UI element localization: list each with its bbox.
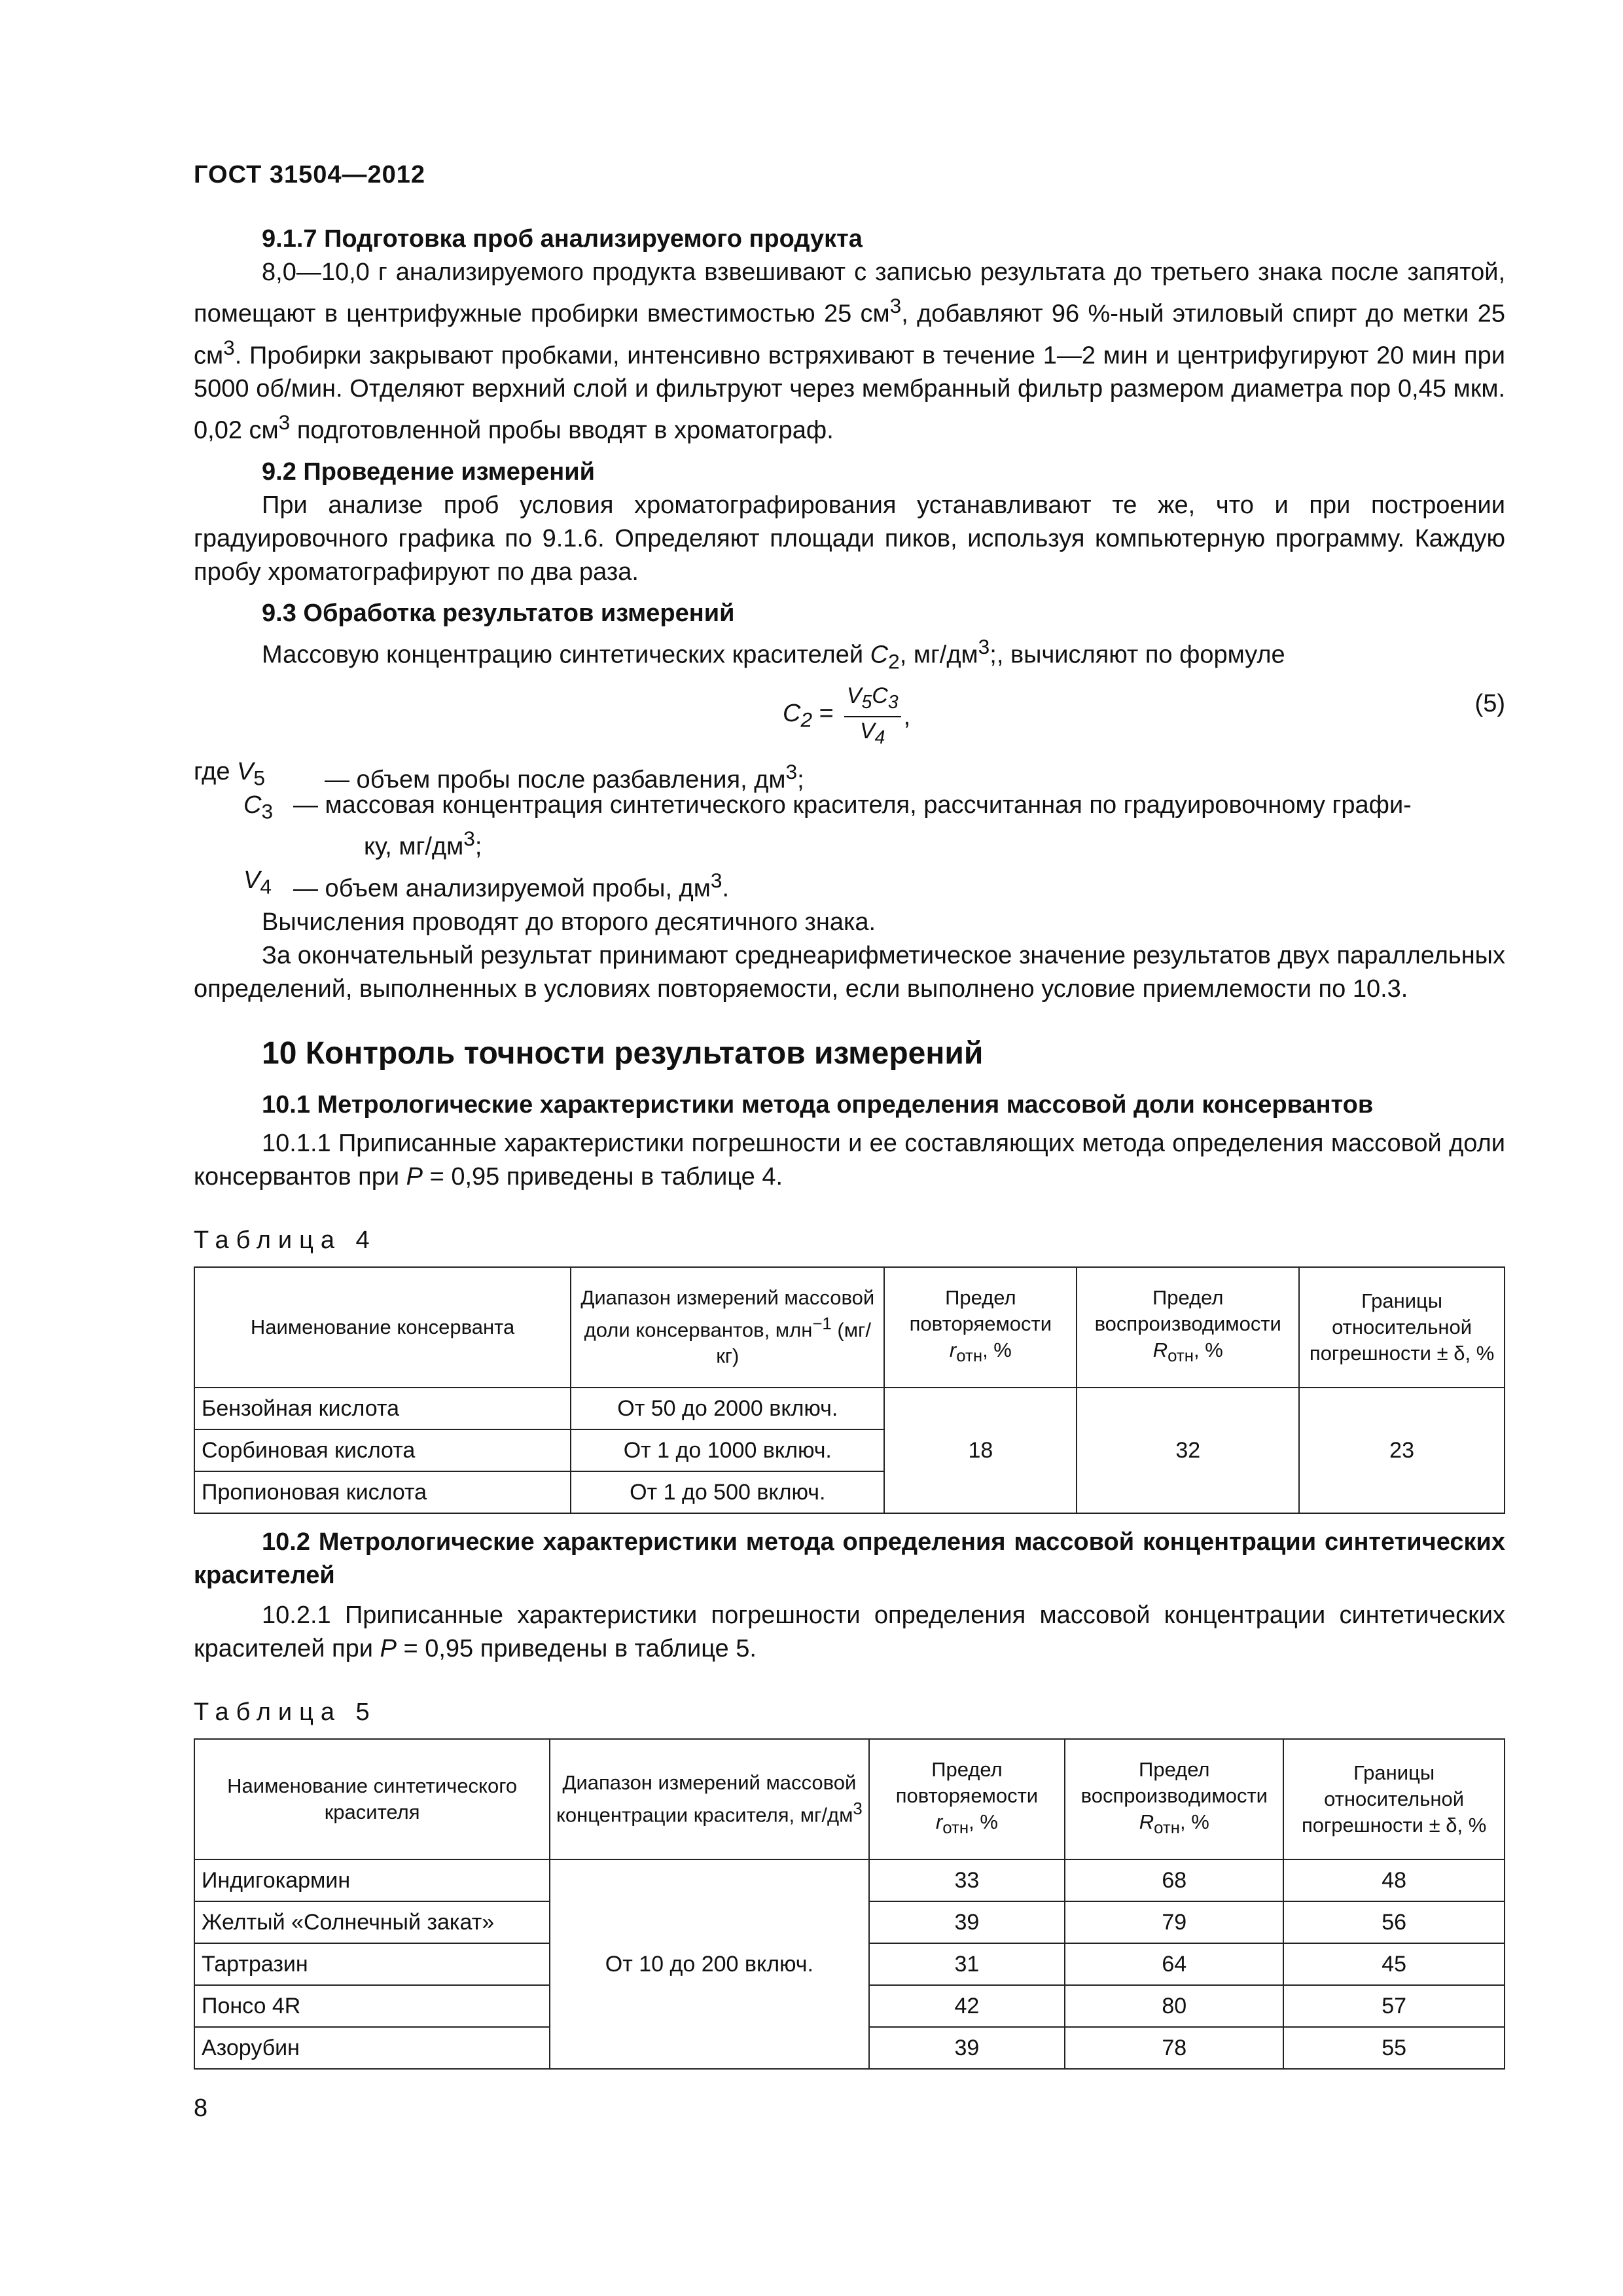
heading-9-2: 9.2 Проведение измерений: [262, 457, 595, 486]
formula-5: [194, 678, 1505, 755]
table-5-cell-name: Желтый «Солнечный закат»: [194, 1901, 550, 1943]
table-5-cell-delta: 55: [1283, 2027, 1505, 2069]
formula-number: (5): [1474, 690, 1505, 718]
table-5-header-error: Границы относительной погрешности ± δ, %: [1283, 1739, 1505, 1859]
heading-10-2: 10.2 Метрологические характеристики метода определения массовой концентрации синтетических красителей: [194, 1528, 1505, 1589]
table-row: [194, 1859, 1505, 1901]
table-5-cell-delta: 48: [1283, 1859, 1505, 1901]
table-5-cell-r: 42: [869, 1985, 1065, 2027]
paragraph-10-2-1: 10.2.1 Приписанные характеристики погрешности определения массовой концентрации синтетических красителей при P = 0,95 приведены в таблице 5.: [194, 1601, 1505, 1662]
formula-expression: $C_2$ = $\frac{V_5C_3}{V_4}$ ,: [783, 682, 910, 751]
table-4-header-range: Диапазон измерений массовой доли консервантов, млн$^{-1}$ (мг/кг): [571, 1267, 884, 1388]
paragraph-9-3: Массовую концентрацию синтетических красителей $C_2$, $мг/дм^3$;, вычисляют по формуле: [262, 634, 1285, 673]
where-c3: $C_3$ — массовая концентрация синтетического красителя, рассчитанная по градуировочному графи- ку, $мг/дм^3$;: [243, 791, 1412, 861]
where-v5: где $V_5$ — объем пробы после разбавления, $дм^3$;: [194, 758, 804, 794]
table-5-cell-R: 64: [1065, 1943, 1283, 1985]
where-v4: $V_4$ — объем анализируемой пробы, $дм^3$.: [243, 866, 730, 903]
paragraph-final: За окончательный результат принимают среднеарифметическое значение результатов двух параллельных определений, выполненных в условиях повторяемости, если выполнено условие приемлемости по 10.3.: [194, 941, 1505, 1003]
page-number: 8: [194, 2094, 208, 2122]
document-body: [194, 223, 1505, 2070]
heading-10-1: 10.1 Метрологические характеристики метода определения массовой доли консервантов: [262, 1090, 1374, 1119]
table-4-cell-delta: 23: [1299, 1388, 1505, 1513]
table-5-cell-r: 33: [869, 1859, 1065, 1901]
table-4-cell-name: Пропионовая кислота: [194, 1471, 571, 1513]
table-5-header-name: Наименование синтетического красителя: [194, 1739, 550, 1859]
table-5-cell-name: Понсо 4R: [194, 1985, 550, 2027]
formula-fraction: $\frac{V_5C_3}{V_4}$: [844, 682, 901, 751]
paragraph-calc: Вычисления проводят до второго десятичного знака.: [262, 908, 876, 936]
paragraph-10-1-1: 10.1.1 Приписанные характеристики погрешности и ее составляющих метода определения массовой доли консервантов при P = 0,95 приведены в таблице 4.: [194, 1129, 1505, 1191]
table-5-caption: Таблица 5: [194, 1698, 377, 1726]
table-5-cell-name: Индигокармин: [194, 1859, 550, 1901]
table-4: [194, 1266, 1505, 1514]
table-5-header-row: [194, 1739, 1505, 1859]
table-5-cell-r: 39: [869, 1901, 1065, 1943]
table-5-header-range: Диапазон измерений массовой концентрации красителя, $мг/дм^3$: [550, 1739, 868, 1859]
table-4-header-name: Наименование консерванта: [194, 1267, 571, 1388]
table-4-header-repeatability: Предел повторяемости $r_{отн}$, %: [884, 1267, 1077, 1388]
table-5-header-reproducibility: Предел воспроизводимости $R_{отн}$, %: [1065, 1739, 1283, 1859]
table-4-cell-range: От 1 до 1000 включ.: [571, 1429, 884, 1471]
heading-9-3: 9.3 Обработка результатов измерений: [262, 599, 735, 627]
table-5: [194, 1738, 1505, 2070]
table-5-cell-R: 79: [1065, 1901, 1283, 1943]
paragraph-9-2: При анализе проб условия хроматографирования устанавливают те же, что и при построении градуировочного графика по 9.1.6. Определяют площади пиков, используя компьютерную программу. Каждую пробу хроматографируют по два раза.: [194, 491, 1505, 586]
table-5-cell-r: 31: [869, 1943, 1065, 1985]
heading-10: 10 Контроль точности результатов измерений: [262, 1035, 984, 1071]
table-4-cell-name: Сорбиновая кислота: [194, 1429, 571, 1471]
table-5-cell-delta: 57: [1283, 1985, 1505, 2027]
doc-header: ГОСТ 31504—2012: [194, 161, 426, 188]
table-5-cell-name: Азорубин: [194, 2027, 550, 2069]
table-4-cell-R: 32: [1077, 1388, 1299, 1513]
table-5-cell-R: 68: [1065, 1859, 1283, 1901]
table-5-cell-r: 39: [869, 2027, 1065, 2069]
table-5-cell-R: 80: [1065, 1985, 1283, 2027]
table-5-cell-delta: 56: [1283, 1901, 1505, 1943]
table-4-header-row: [194, 1267, 1505, 1388]
table-5-cell-range: От 10 до 200 включ.: [550, 1859, 868, 2069]
table-4-header-reproducibility: Предел воспроизводимости $R_{отн}$, %: [1077, 1267, 1299, 1388]
table-5-cell-name: Тартразин: [194, 1943, 550, 1985]
table-4-cell-r: 18: [884, 1388, 1077, 1513]
table-4-caption: Таблица 4: [194, 1226, 377, 1254]
table-5-cell-delta: 45: [1283, 1943, 1505, 1985]
heading-9-1-7: 9.1.7 Подготовка проб анализируемого продукта: [262, 225, 863, 253]
table-4-cell-range: От 1 до 500 включ.: [571, 1471, 884, 1513]
table-4-cell-range: От 50 до 2000 включ.: [571, 1388, 884, 1429]
paragraph-9-1-7: 8,0—10,0 г анализируемого продукта взвешивают с записью результата до третьего знака после запятой, помещают в центрифужные пробирки вместимостью 25 $см^3$, добавляют 96 %-ный этиловый спирт до метки 25 $см^3$. Пробирки закрывают пробками, интенсивно встряхивают в течение 1—2 мин и центрифугируют 20 мин при 5000 об/мин. Отделяют верхний слой и фильтруют через мембранный фильтр размером диаметра пор 0,45 мкм. 0,02 $см^3$ подготовленной пробы вводят в хроматограф.: [194, 259, 1505, 444]
table-4-cell-name: Бензойная кислота: [194, 1388, 571, 1429]
table-4-header-error: Границы относительной погрешности ± δ, %: [1299, 1267, 1505, 1388]
table-5-cell-R: 78: [1065, 2027, 1283, 2069]
table-5-header-repeatability: Предел повторяемости $r_{отн}$, %: [869, 1739, 1065, 1859]
table-row: [194, 1388, 1505, 1429]
